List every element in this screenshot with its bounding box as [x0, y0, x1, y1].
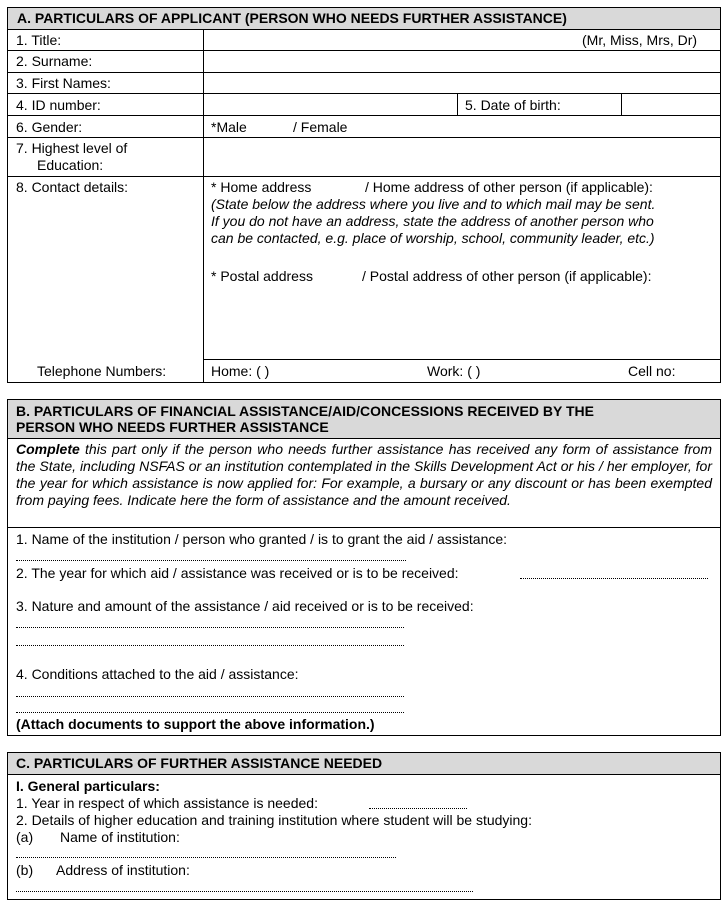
- first-names-label: 3. First Names:: [16, 75, 111, 91]
- contact-label: 8. Contact details:: [16, 179, 129, 195]
- general-particulars-heading: I. General particulars:: [16, 778, 160, 794]
- section-a-header: [8, 8, 720, 29]
- item-2-details: 2. Details of higher education and training institution where student will be studying:: [16, 812, 532, 828]
- address-note-line3: can be contacted, e.g. place of worship, school, community leader, etc.): [211, 230, 655, 246]
- question-1-answer-line[interactable]: [16, 560, 406, 561]
- postal-address-other-label: / Postal address of other person (if applicable):: [362, 268, 652, 284]
- id-label: 4. ID number:: [16, 97, 101, 113]
- institution-name-answer-line[interactable]: [16, 857, 396, 858]
- question-3: 3. Nature and amount of the assistance / aid received or is to be received:: [16, 598, 474, 614]
- education-field[interactable]: [204, 138, 720, 176]
- year-answer-line[interactable]: [369, 808, 467, 809]
- institution-address-answer-line[interactable]: [16, 891, 473, 892]
- telephone-label: Telephone Numbers:: [37, 363, 167, 379]
- title-label: 1. Title:: [16, 32, 62, 48]
- item-b-label: (b): [16, 862, 34, 878]
- home-phone-field[interactable]: Home: ( ): [211, 363, 270, 379]
- gender-male-option[interactable]: *Male: [211, 119, 247, 135]
- education-label-line1: 7. Highest level of: [16, 140, 128, 156]
- section-b-title-line2: PERSON WHO NEEDS FURTHER ASSISTANCE: [16, 419, 329, 435]
- gender-label: 6. Gender:: [16, 119, 83, 135]
- question-2: 2. The year for which aid / assistance was received or is to be received:: [16, 565, 459, 581]
- first-names-field[interactable]: [204, 73, 720, 93]
- question-1: 1. Name of the institution / person who granted / is to grant the aid / assistance:: [16, 531, 508, 547]
- address-note-line2: If you do not have an address, state the address of another person who: [211, 213, 654, 229]
- home-address-other-label: / Home address of other person (if applicable):: [365, 179, 653, 195]
- surname-field[interactable]: [204, 51, 720, 72]
- section-a-title: A. PARTICULARS OF APPLICANT (PERSON WHO NEEDS FURTHER ASSISTANCE): [17, 10, 567, 26]
- address-note-line1: (State below the address where you live and to which mail may be sent.: [211, 196, 656, 212]
- question-3-answer-line1[interactable]: [16, 627, 404, 628]
- item-b-text: Address of institution:: [56, 862, 190, 878]
- item-a-text: Name of institution:: [60, 829, 180, 845]
- section-b-title-line1: B. PARTICULARS OF FINANCIAL ASSISTANCE/AID/CONCESSIONS RECEIVED BY THE: [16, 403, 594, 419]
- home-address-label: * Home address: [211, 179, 312, 195]
- section-b-header: [8, 400, 720, 438]
- question-2-answer-line[interactable]: [520, 578, 708, 579]
- section-b-intro: Complete this part only if the person who needs further assistance has received any form of assistance from the State, including NSFAS or an institution contemplated in the Skills Development Act or his / her employer, for the year for which assistance is now applied for: For example, a bursary or any discount or has been exempted from paying fees. Indicate here the form of assistance and the amount received.: [16, 441, 712, 508]
- attach-note: (Attach documents to support the above information.): [16, 716, 375, 732]
- dob-field[interactable]: [622, 94, 720, 115]
- item-1-year: 1. Year in respect of which assistance is needed:: [16, 795, 318, 811]
- postal-address-label: * Postal address: [211, 268, 313, 284]
- section-c-header: [8, 753, 720, 774]
- question-3-answer-line2[interactable]: [16, 645, 404, 646]
- question-4-answer-line1[interactable]: [16, 696, 404, 697]
- cell-phone-field[interactable]: Cell no:: [628, 363, 676, 379]
- title-hint: (Mr, Miss, Mrs, Dr): [582, 32, 698, 48]
- item-a-label: (a): [16, 829, 34, 845]
- section-c-title: C. PARTICULARS OF FURTHER ASSISTANCE NEEDED: [16, 755, 383, 771]
- education-label-line2: Education:: [37, 157, 104, 173]
- question-4: 4. Conditions attached to the aid / assistance:: [16, 666, 299, 682]
- question-4-answer-line2[interactable]: [16, 712, 404, 713]
- gender-female-option[interactable]: / Female: [293, 119, 348, 135]
- dob-label: 5. Date of birth:: [465, 97, 561, 113]
- work-phone-field[interactable]: Work: ( ): [427, 363, 481, 379]
- id-field[interactable]: [204, 94, 457, 115]
- postal-address-field[interactable]: [204, 286, 720, 358]
- surname-label: 2. Surname:: [16, 53, 93, 69]
